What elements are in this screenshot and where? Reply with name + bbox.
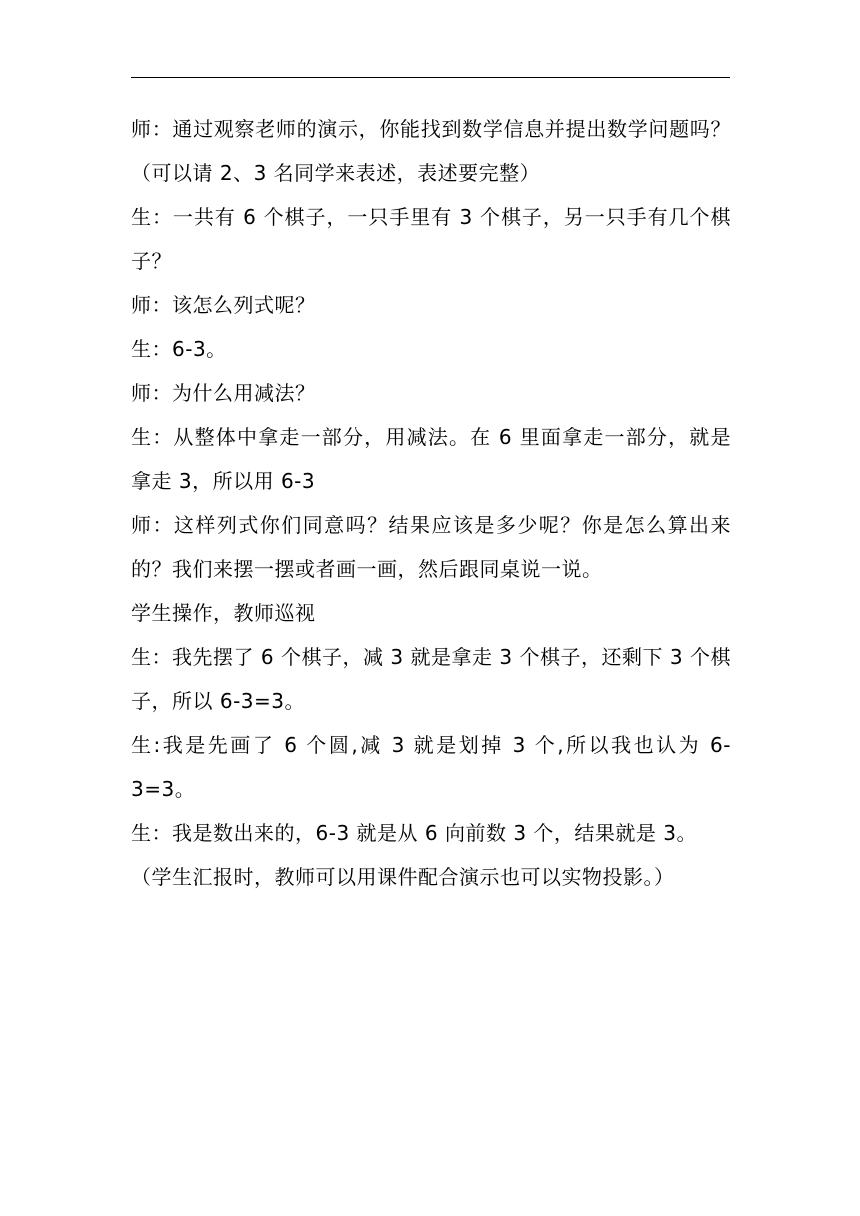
paragraph-student-method-3: 生：我是数出来的，6-3 就是从 6 向前数 3 个，结果就是 3。 <box>131 821 697 845</box>
paragraph-teacher-why: 师：为什么用减法？ <box>131 381 316 405</box>
paragraph-teacher-question: 师：通过观察老师的演示，你能找到数学信息并提出数学问题吗？（可以请 2、3 名同学来表述，表述要完整） <box>131 117 731 185</box>
paragraph-note: （学生汇报时，教师可以用课件配合演示也可以实物投影。） <box>131 865 675 889</box>
paragraph-student-answer-1: 生：一共有 6 个棋子，一只手里有 3 个棋子，另一只手有几个棋子？ <box>131 205 731 273</box>
paragraph-student-formula: 生：6-3。 <box>131 337 227 361</box>
paragraph-student-method-2: 生:我是先画了 6 个圆,减 3 就是划掉 3 个,所以我也认为 6-3=3。 <box>131 733 731 801</box>
paragraph-student-why: 生：从整体中拿走一部分，用减法。在 6 里面拿走一部分，就是拿走 3，所以用 6-3 <box>131 425 731 493</box>
header-rule <box>131 77 730 78</box>
document-body <box>131 107 731 899</box>
paragraph-student-operation: 学生操作，教师巡视 <box>131 601 316 625</box>
paragraph-teacher-result: 师：这样列式你们同意吗？结果应该是多少呢？你是怎么算出来的？我们来摆一摆或者画一画，然后跟同桌说一说。 <box>131 513 731 581</box>
paragraph-student-method-1: 生：我先摆了 6 个棋子，减 3 就是拿走 3 个棋子，还剩下 3 个棋子，所以 6-3=3。 <box>131 645 731 713</box>
paragraph-teacher-formula: 师：该怎么列式呢？ <box>131 293 316 317</box>
